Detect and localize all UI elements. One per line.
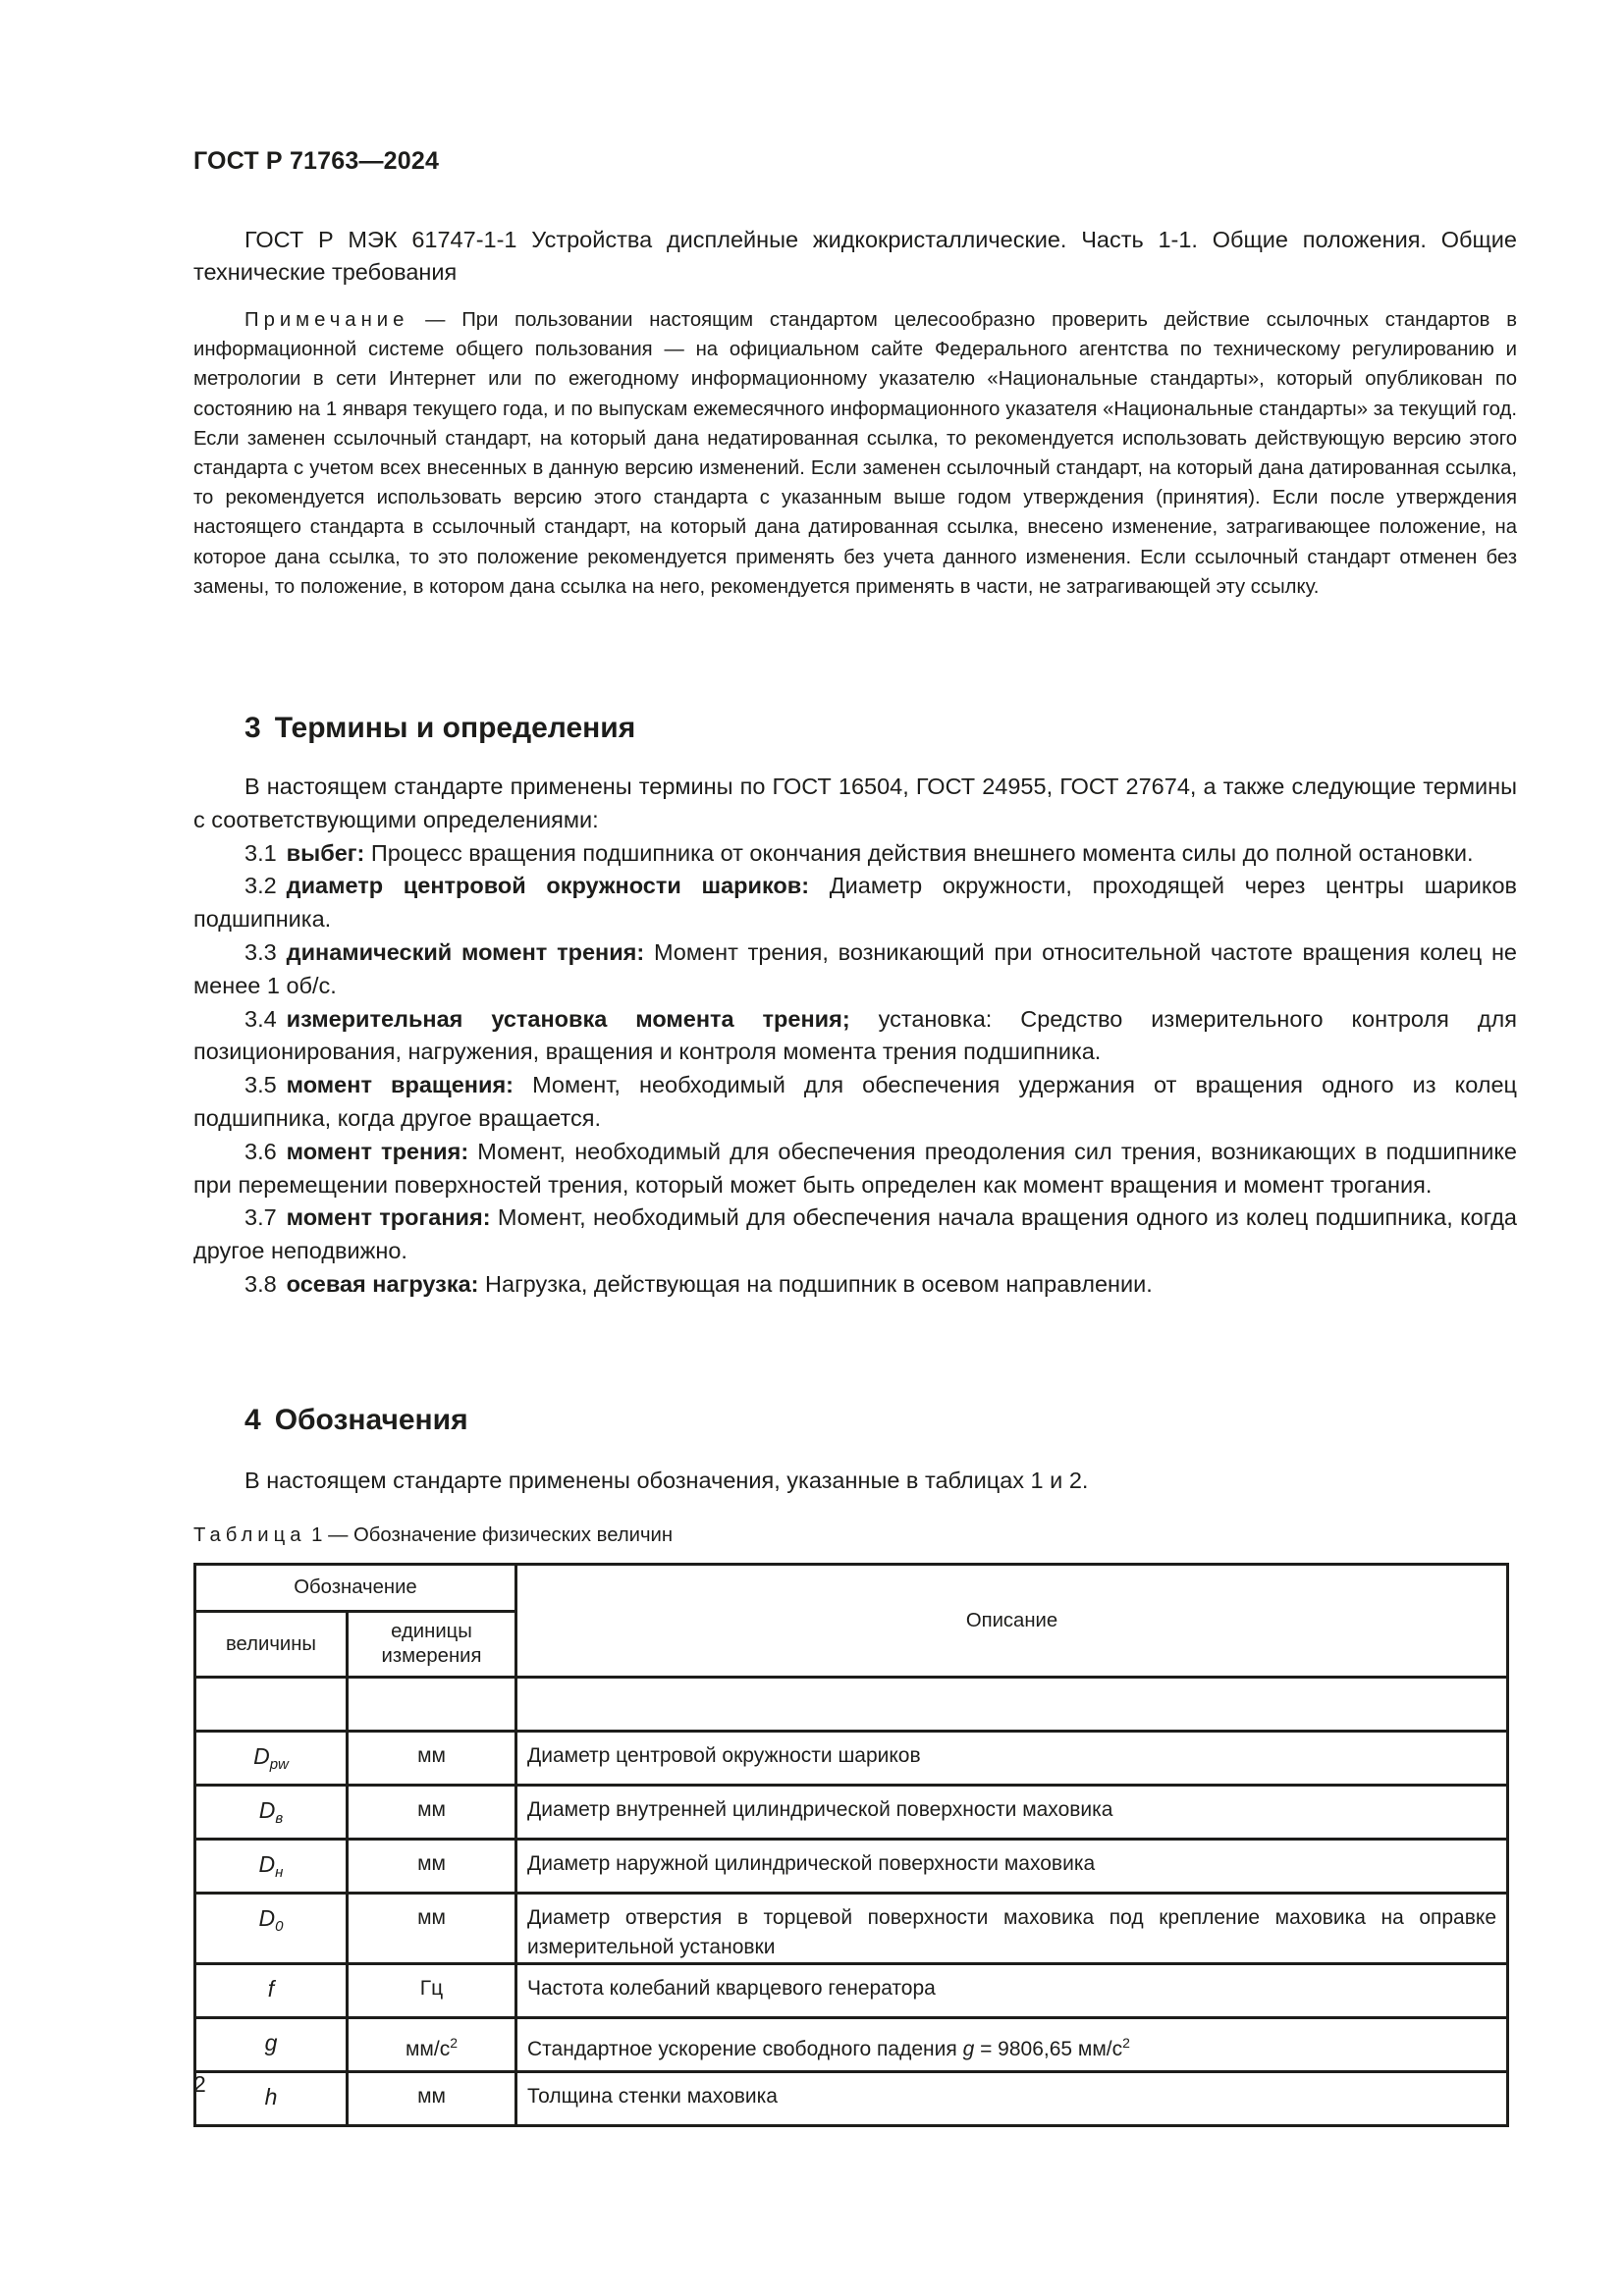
- unit-cell: мм: [348, 1840, 516, 1894]
- unit-cell: $мм/с^2$: [348, 2018, 516, 2072]
- unit-cell: мм: [348, 2072, 516, 2126]
- term-item: 3.6 момент трения: Момент, необходимый для обеспечения преодоления сил трения, возникающих в подшипнике при перемещении поверхностей трения, который может быть определен как момент вращения и момент трогания.: [193, 1138, 1517, 1198]
- table-row: [195, 1894, 1508, 1964]
- term-definition: Момент, необходимый для обеспечения преодоления сил трения, возникающих в подшипнике при перемещении поверхностей трения, который может быть определен как момент вращения и момент трогания.: [193, 1138, 1517, 1198]
- description-cell: Частота колебаний кварцевого генератора: [516, 1964, 1508, 2018]
- unit-cell: Гц: [348, 1964, 516, 2018]
- description-cell: Стандартное ускорение свободного падения g = 9806,65 $мм/с^2$: [516, 2018, 1508, 2072]
- term-item: 3.1 выбег: Процесс вращения подшипника от окончания действия внешнего момента силы до полной остановки.: [244, 839, 1474, 866]
- term-name: момент трогания:: [286, 1204, 491, 1231]
- term-item: 3.7 момент трогания: Момент, необходимый для обеспечения начала вращения одного из колец подшипника, когда другое неподвижно.: [193, 1204, 1517, 1264]
- term-item: 3.2 диаметр центровой окружности шариков: Диаметр окружности, проходящей через центры шариков подшипника.: [193, 873, 1517, 933]
- section-4-intro: В настоящем стандарте применены обозначения, указанные в таблицах 1 и 2.: [244, 1468, 1089, 1493]
- unit-cell: мм: [348, 1732, 516, 1786]
- header-designation: Обозначение: [195, 1565, 516, 1612]
- section-title: Обозначения: [274, 1404, 468, 1436]
- term-name: момент вращения:: [286, 1072, 514, 1098]
- table-row: [195, 1786, 1508, 1840]
- table-row: [195, 1840, 1508, 1894]
- header-quantity: величины: [195, 1612, 348, 1678]
- term-name: динамический момент трения:: [286, 938, 645, 965]
- terms-list: [193, 771, 1517, 1302]
- section-number: 4: [244, 1404, 261, 1436]
- term-name: диаметр центровой окружности шариков:: [286, 873, 810, 899]
- table-row: [195, 2018, 1508, 2072]
- normative-reference-item: ГОСТ Р МЭК 61747-1-1 Устройства дисплейные жидкокристаллические. Часть 1-1. Общие положения. Общие технические требования: [193, 227, 1517, 285]
- symbol-cell: f: [195, 1964, 348, 2018]
- term-item: 3.5 момент вращения: Момент, необходимый для обеспечения удержания от вращения одного из колец подшипника, когда другое вращается.: [193, 1072, 1517, 1131]
- symbol-cell: $D_в$: [195, 1786, 348, 1840]
- header-unit: единицы измерения: [348, 1612, 516, 1678]
- description-cell: Диаметр внутренней цилиндрической поверхности маховика: [516, 1786, 1508, 1840]
- term-definition: Момент трения, возникающий при относительной частоте вращения колец не менее 1 об/с.: [193, 938, 1517, 998]
- note-text: — При пользовании настоящим стандартом целесообразно проверить действие ссылочных стандартов в информационной системе общего пользования — на официальном сайте Федерального агентства по техническому регулированию и метрологии в сети Интернет или по ежегодному информационному указателю «Национальные стандарты», который опубликован по состоянию на 1 января текущего года, и по выпускам ежемесячного информационного указателя «Национальные стандарты» за текущий год. Если заменен ссылочный стандарт, на который дана недатированная ссылка, то рекомендуется использовать действующую версию этого стандарта с учетом всех внесенных в данную версию изменений. Если заменен ссылочный стандарт, на который дана датированная ссылка, то рекомендуется использовать версию этого стандарта с указанным выше годом утверждения (принятия). Если после утверждения настоящего стандарта в ссылочный стандарт, на который дана датированная ссылка, внесено изменение, затрагивающее положение, на которое дана ссылка, то это положение рекомендуется применять без учета данного изменения. Если ссылочный стандарт отменен без замены, то положение, в котором дана ссылка на него, рекомендуется применять в части, не затрагивающей эту ссылку.: [193, 309, 1517, 598]
- description-cell: Толщина стенки маховика: [516, 2072, 1508, 2126]
- header-description: Описание: [516, 1565, 1508, 1678]
- page-number: 2: [193, 2071, 206, 2097]
- section-4-heading: [244, 1404, 468, 1437]
- unit-cell: мм: [348, 1786, 516, 1840]
- description-cell: Диаметр центровой окружности шариков: [516, 1732, 1508, 1786]
- term-definition: Момент, необходимый для обеспечения удержания от вращения одного из колец подшипника, когда другое вращается.: [193, 1072, 1517, 1131]
- term-name: измерительная установка момента трения;: [286, 1005, 850, 1032]
- term-definition: Процесс вращения подшипника от окончания действия внешнего момента силы до полной остановки.: [364, 839, 1474, 866]
- section-3-heading: [244, 712, 635, 745]
- term-definition: Момент, необходимый для обеспечения начала вращения одного из колец подшипника, когда другое неподвижно.: [193, 1204, 1517, 1264]
- section-4-intro-block: [193, 1465, 1517, 1498]
- term-definition: Нагрузка, действующая на подшипник в осевом направлении.: [478, 1270, 1153, 1297]
- symbol-cell: $D_{pw}$: [195, 1732, 348, 1786]
- symbol-cell: $D_0$: [195, 1894, 348, 1964]
- unit-cell: мм: [348, 1894, 516, 1964]
- table-row: [195, 1732, 1508, 1786]
- symbol-cell: h: [195, 2072, 348, 2126]
- term-definition: установка: Средство измерительного контроля для позиционирования, нагружения, вращения и контроля момента трения подшипника.: [193, 1005, 1517, 1065]
- table-caption: [193, 1524, 673, 1547]
- table-caption-text: 1 — Обозначение физических величин: [305, 1524, 674, 1546]
- note-label: Примечание: [244, 309, 409, 331]
- term-name: момент трения:: [286, 1138, 469, 1164]
- table-row: [195, 1964, 1508, 2018]
- table-row: [195, 2072, 1508, 2126]
- document-id-header: ГОСТ Р 71763—2024: [193, 147, 440, 175]
- symbols-table: [193, 1563, 1509, 2127]
- section-3-intro: В настоящем стандарте применены термины по ГОСТ 16504, ГОСТ 24955, ГОСТ 27674, а также следующие термины с соответствующими определениями:: [193, 774, 1517, 832]
- description-cell: Диаметр наружной цилиндрической поверхности маховика: [516, 1840, 1508, 1894]
- term-item: 3.4 измерительная установка момента трения; установка: Средство измерительного контроля для позиционирования, нагружения, вращения и контроля момента трения подшипника.: [193, 1005, 1517, 1065]
- term-item: 3.3 динамический момент трения: Момент трения, возникающий при относительной частоте вращения колец не менее 1 об/с.: [193, 938, 1517, 998]
- section-title: Термины и определения: [274, 712, 636, 744]
- section-number: 3: [244, 712, 261, 744]
- term-name: осевая нагрузка:: [286, 1270, 479, 1297]
- symbol-cell: g: [195, 2018, 348, 2072]
- term-item: 3.8 осевая нагрузка: Нагрузка, действующая на подшипник в осевом направлении.: [244, 1270, 1153, 1297]
- note-paragraph: [193, 305, 1517, 602]
- table-caption-label: Таблица: [193, 1524, 306, 1546]
- term-definition: Диаметр окружности, проходящей через центры шариков подшипника.: [193, 873, 1517, 933]
- symbol-cell: $D_н$: [195, 1840, 348, 1894]
- description-cell: Диаметр отверстия в торцевой поверхности маховика под крепление маховика на оправке измерительной установки: [516, 1894, 1508, 1964]
- term-name: выбег:: [286, 839, 365, 866]
